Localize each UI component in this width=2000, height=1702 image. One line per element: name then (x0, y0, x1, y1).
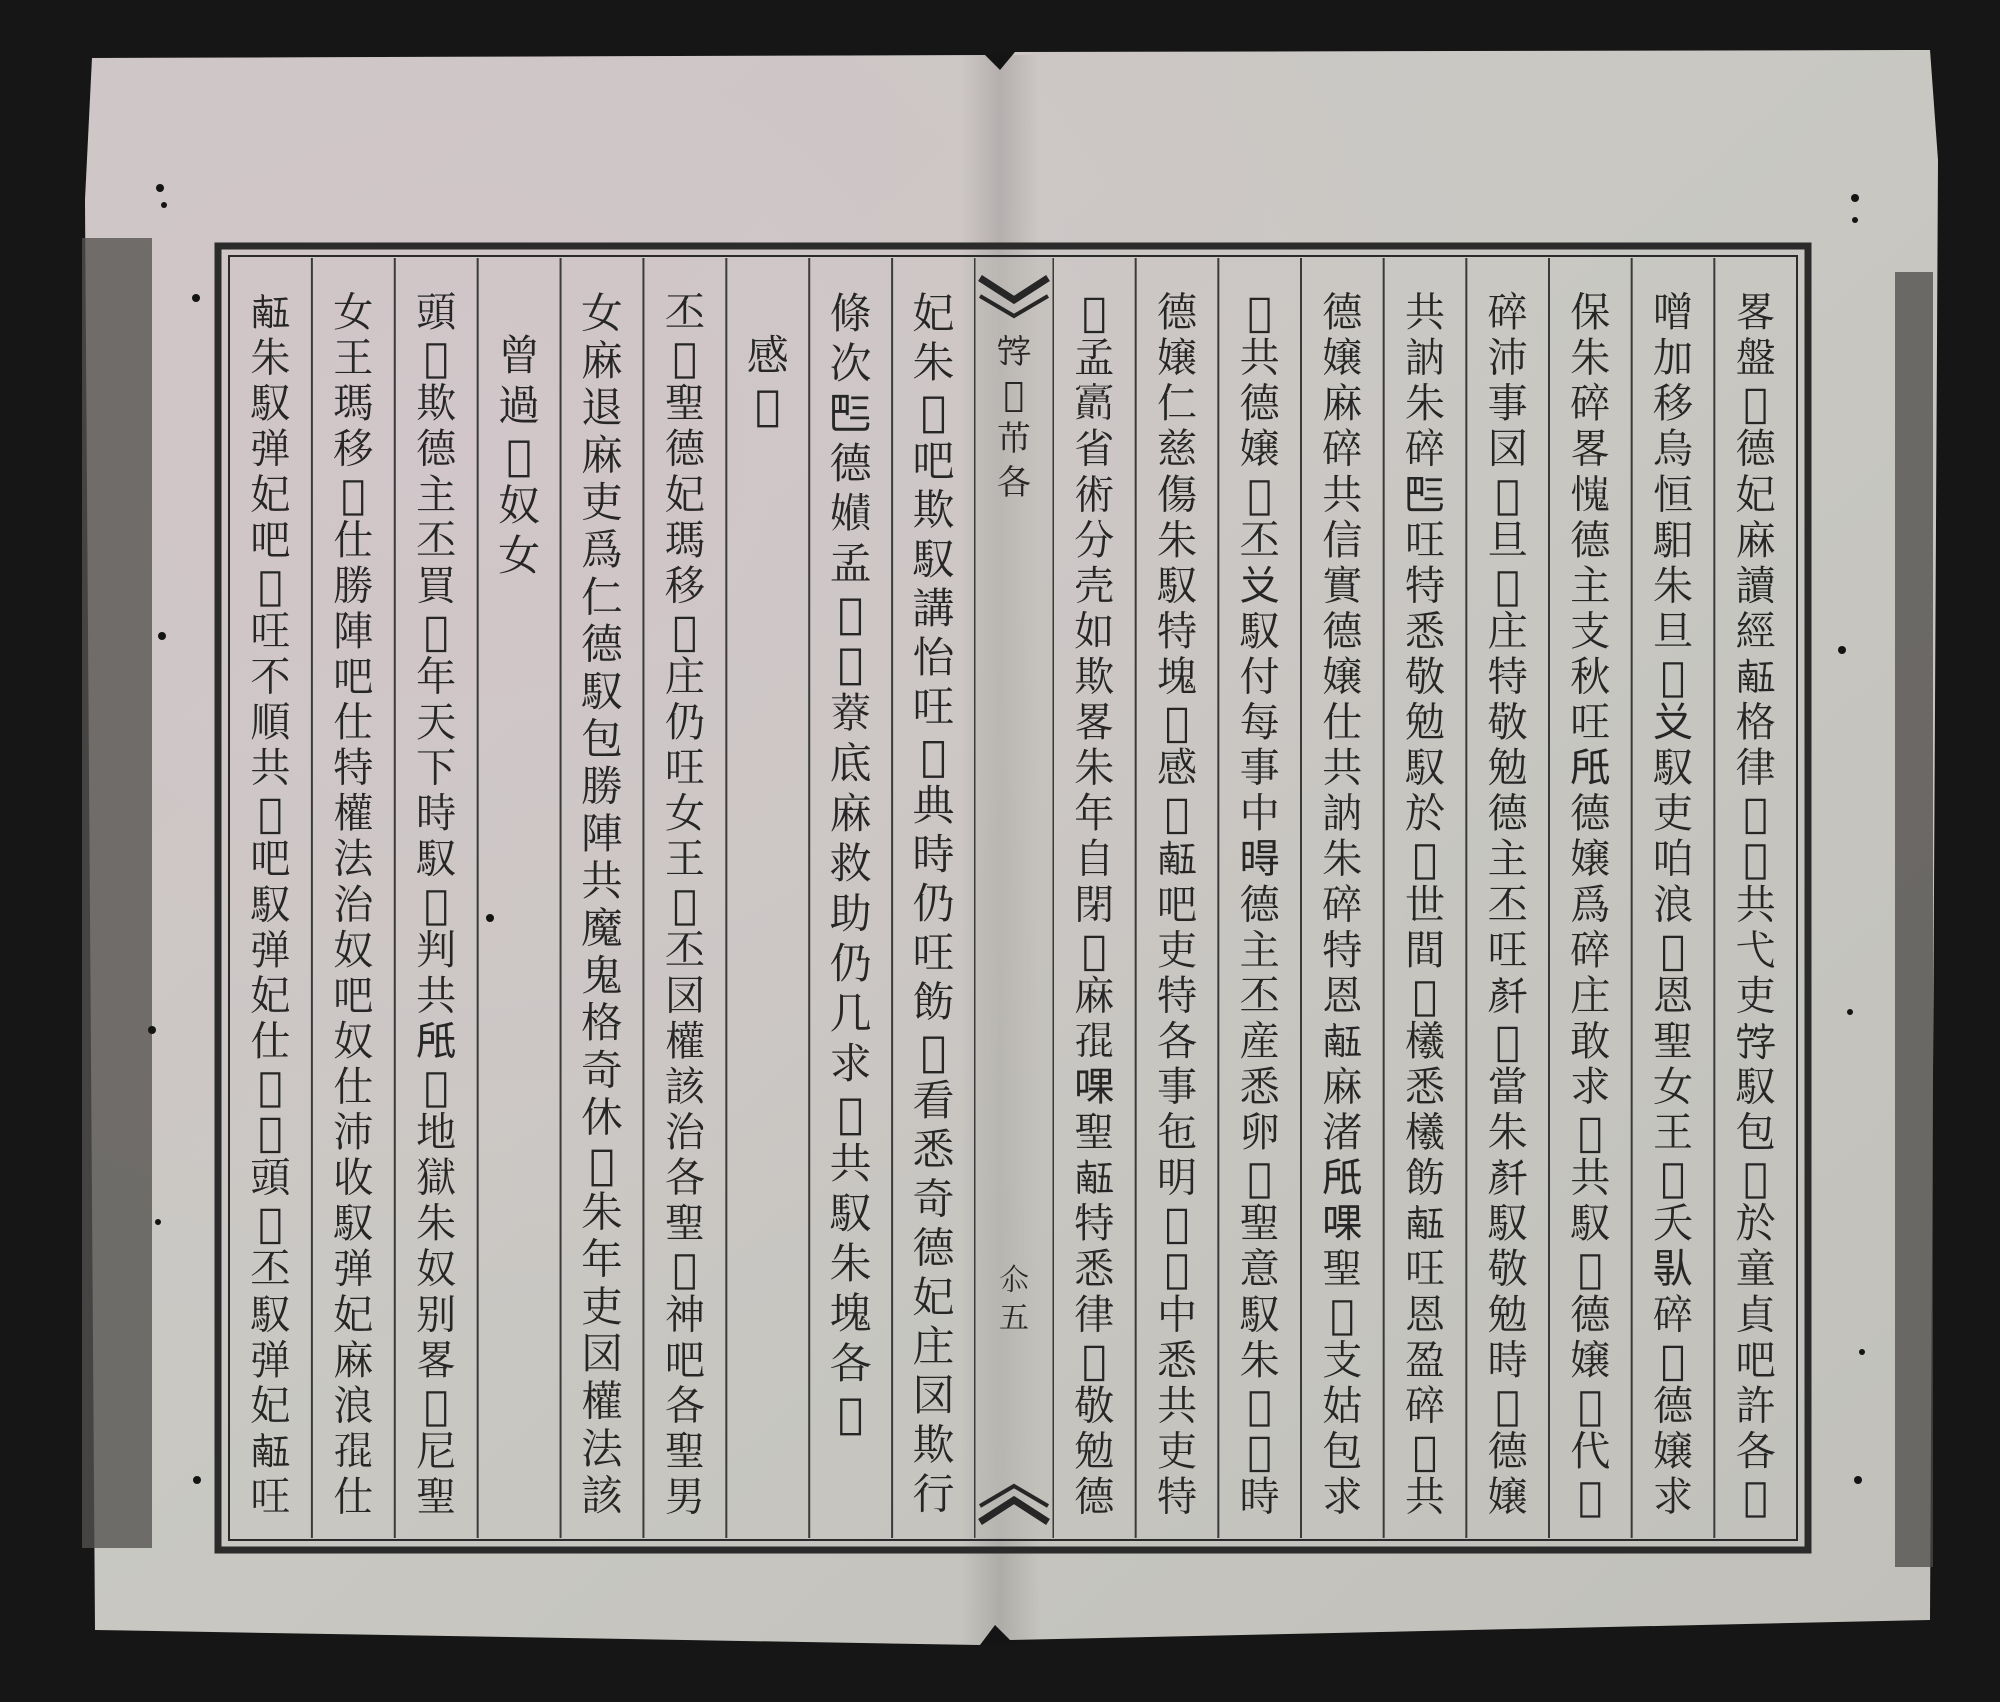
left-page-column: 丕𠍦聖德妃瑪移𠁀庄仍㕵女王𨔍丕㘝權該治各聖𡗶神吧各聖男 (664, 290, 705, 1521)
left-page-column: 條次𠀧德𡢻孟𠹾𠁑𦼔底麻救助仍几求𡀮共馭朱塊各𥒥 (829, 288, 872, 1438)
right-page-column: 噌加移烏恒馹朱旦𢧚𠬠馭吏㕷浪𨁪恩聖女王𠍦夭𠊛碎𡀮德嬢求 (1652, 290, 1694, 1521)
right-page-column: 𡀮共德嬢𠃣丕𠬠馭付每事中𣈜德主丕産悉卵𧡊聖意馭朱𠌨𠛌時 (1239, 290, 1280, 1521)
left-page-column: 𠄼朱馭弹妃吧𦝄㕵不順共𩵜吧馭弹妃仕𨀈𠼯頭𦝄丕馭弹妃𠄼㕵 (250, 290, 291, 1521)
page-number: 𠇍五 (999, 1263, 1029, 1336)
right-page-column: 𨀈孟𡬂省術分壳如欺畧朱年自閉𢵰麻𡥵𠵩聖𠄼特悉律𦄵敬勉德 (1074, 290, 1115, 1521)
right-page-column: 保朱碎畧𢢯德主支秋㕵𣱆德嬢爲碎庄敢求𡀮共馭𨁪德嬢𩈘代𫢩 (1570, 290, 1611, 1521)
right-page-column: 共訥朱碎𠀧㕵特悉敬勉馭於𡎝世間𡀮㰕悉㰕飭𠄼㕵恩盈碎𡀮共 (1404, 290, 1446, 1521)
right-page-column: 碎沛事㘝𡛔旦𡨌庄特敬勉德主丕㕵𠦳𠍦當朱𠦳馭敬勉時𡀮德嬢 (1487, 290, 1528, 1521)
right-page-column: 德嬢仁慈傷朱馭特塊𥒥感𠯹𠄼吧吏特各事㐌明𡗶𫇰中悉共吏特 (1156, 290, 1198, 1521)
left-page-column: 女王瑪移𠁀仕勝陣吧仕特權法治奴吧奴仕沛收馭弹妃麻浪𡥵仕 (333, 290, 374, 1521)
center-title: 𡨸𢁋芇各 (997, 331, 1031, 503)
left-page-column: 感𠯹 (746, 331, 789, 430)
left-page-column: 妃朱𢵰吧欺馭講怡㕵𠞺典時仍㕵飭𧦈看悉奇德妃庄㘝欺行 (912, 288, 955, 1519)
left-page-column: 女麻退麻吏爲仁德馭包勝陣共魔鬼格奇休𥢅朱年吏㘝權法該 (581, 288, 623, 1521)
left-edge-stain (82, 238, 152, 1548)
right-page-column: 畧盤𢵰德妃麻讀經𠄼格律𦄵𥢅共弋吏𡨸馭包𢚸於童貞吧許各𢴑 (1735, 290, 1776, 1521)
right-edge-stain (1895, 272, 1933, 1567)
left-page-column: 頭𠹾欺德主丕買𡢐年天下時馭𠸗判共𣱆𡍢地獄朱奴别畧𫢩尼聖 (416, 290, 457, 1521)
left-page-column: 曾過𢵰奴女 (498, 331, 541, 580)
right-page-column: 德嬢麻碎共信實德嬢仕共訥朱碎特恩𠄼麻渚𣱆𠵩聖𦋦支姑包求 (1322, 290, 1363, 1521)
